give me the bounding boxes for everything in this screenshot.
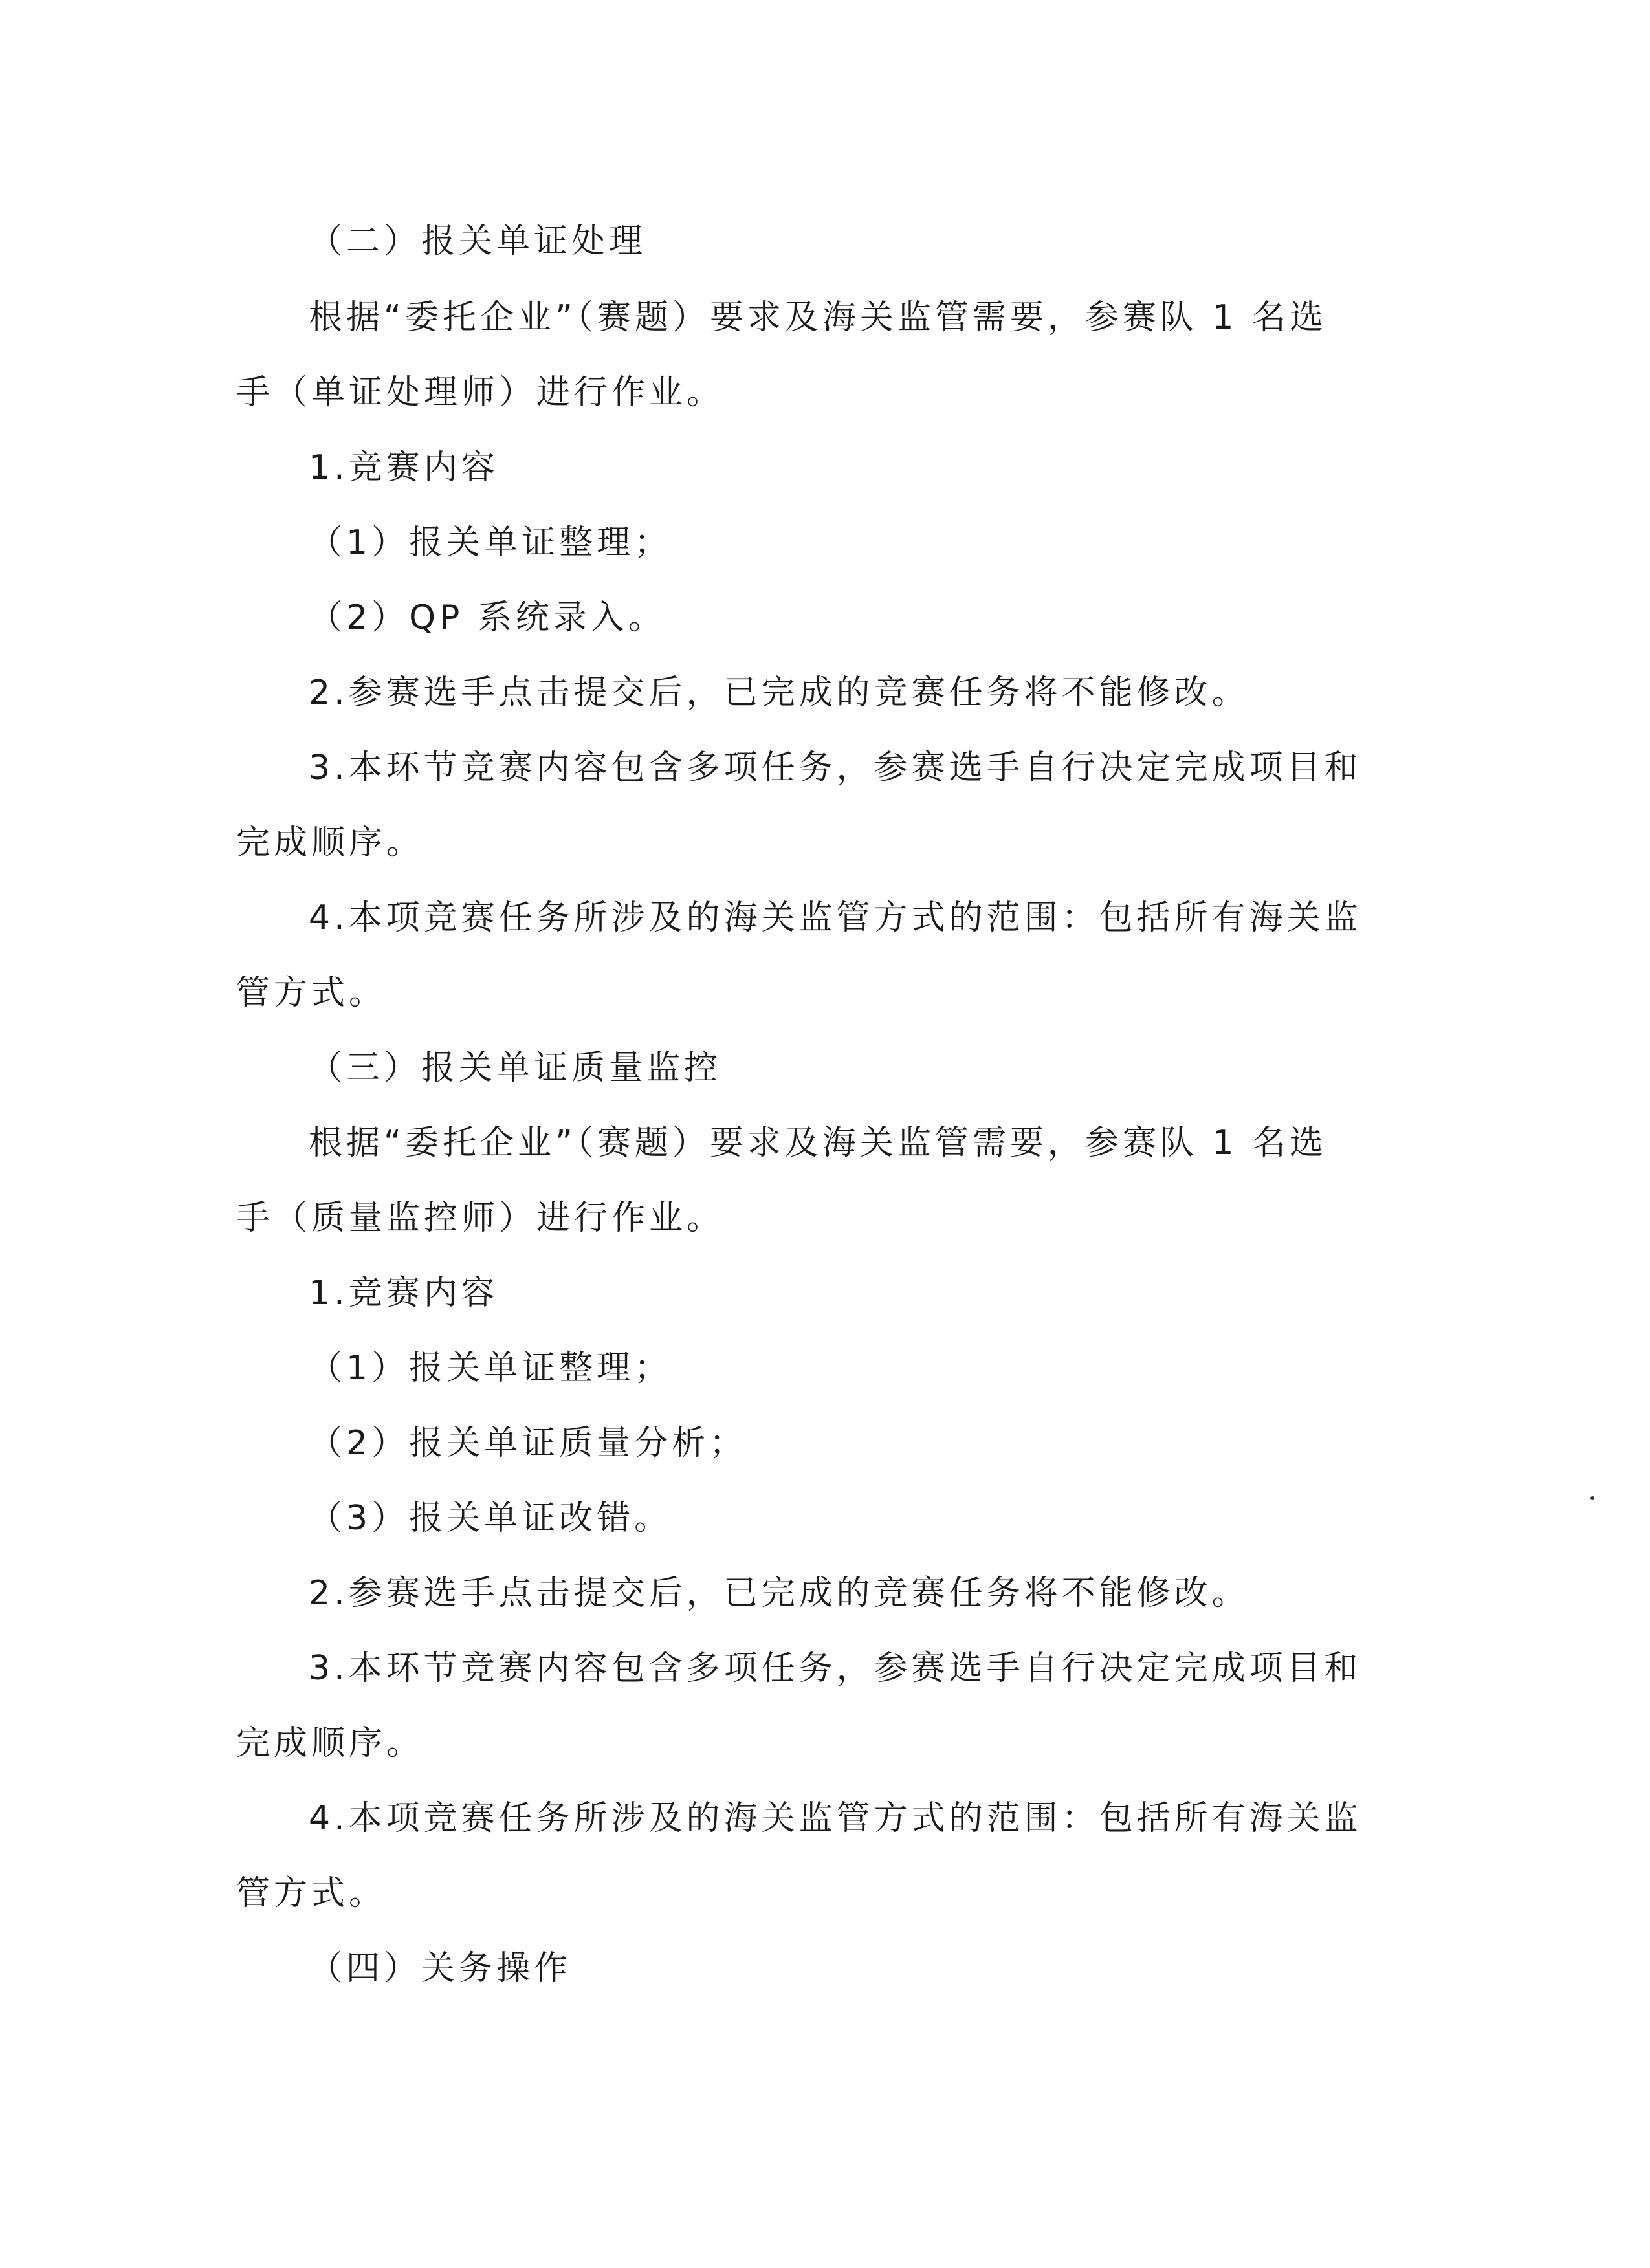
paragraph-line: 完成顺序。 [236,823,424,862]
paragraph-line: 根据“委托企业”（赛题）要求及海关监管需要，参赛队 1 名选 [309,1124,1328,1162]
list-item: （1）报关单证整理； [309,523,672,562]
paragraph-line: 管方式。 [236,974,387,1012]
paragraph-line: 4.本项竞赛任务所涉及的海关监管方式的范围：包括所有海关监 [309,1799,1362,1838]
paragraph-line: 2.参赛选手点击提交后，已完成的竞赛任务将不能修改。 [309,1574,1249,1613]
paragraph-line: 根据“委托企业”（赛题）要求及海关监管需要，参赛队 1 名选 [309,298,1328,337]
paragraph-line: 完成顺序。 [236,1724,424,1763]
list-item: （2）QP 系统录入。 [309,598,666,637]
paragraph-line: 3.本环节竞赛内容包含多项任务，参赛选手自行决定完成项目和 [309,1649,1362,1688]
paragraph-line: 4.本项竞赛任务所涉及的海关监管方式的范围：包括所有海关监 [309,899,1362,937]
paragraph-line: 管方式。 [236,1874,387,1913]
scan-speck [1590,1496,1594,1500]
section-heading-2: （二）报关单证处理 [309,222,647,261]
subheading-line: 1.竞赛内容 [309,448,499,487]
paragraph-line: 手（单证处理师）进行作业。 [236,373,725,412]
list-item: （1）报关单证整理； [309,1349,672,1388]
paragraph-line: 2.参赛选手点击提交后，已完成的竞赛任务将不能修改。 [309,673,1249,712]
list-item: （2）报关单证质量分析； [309,1424,747,1463]
paragraph-line: 手（质量监控师）进行作业。 [236,1199,725,1238]
section-heading-4: （四）关务操作 [309,1949,572,1988]
subheading-line: 1.竞赛内容 [309,1274,499,1313]
paragraph-line: 3.本环节竞赛内容包含多项任务，参赛选手自行决定完成项目和 [309,748,1362,787]
list-item: （3）报关单证改错。 [309,1499,672,1538]
section-heading-3: （三）报关单证质量监控 [309,1049,722,1087]
